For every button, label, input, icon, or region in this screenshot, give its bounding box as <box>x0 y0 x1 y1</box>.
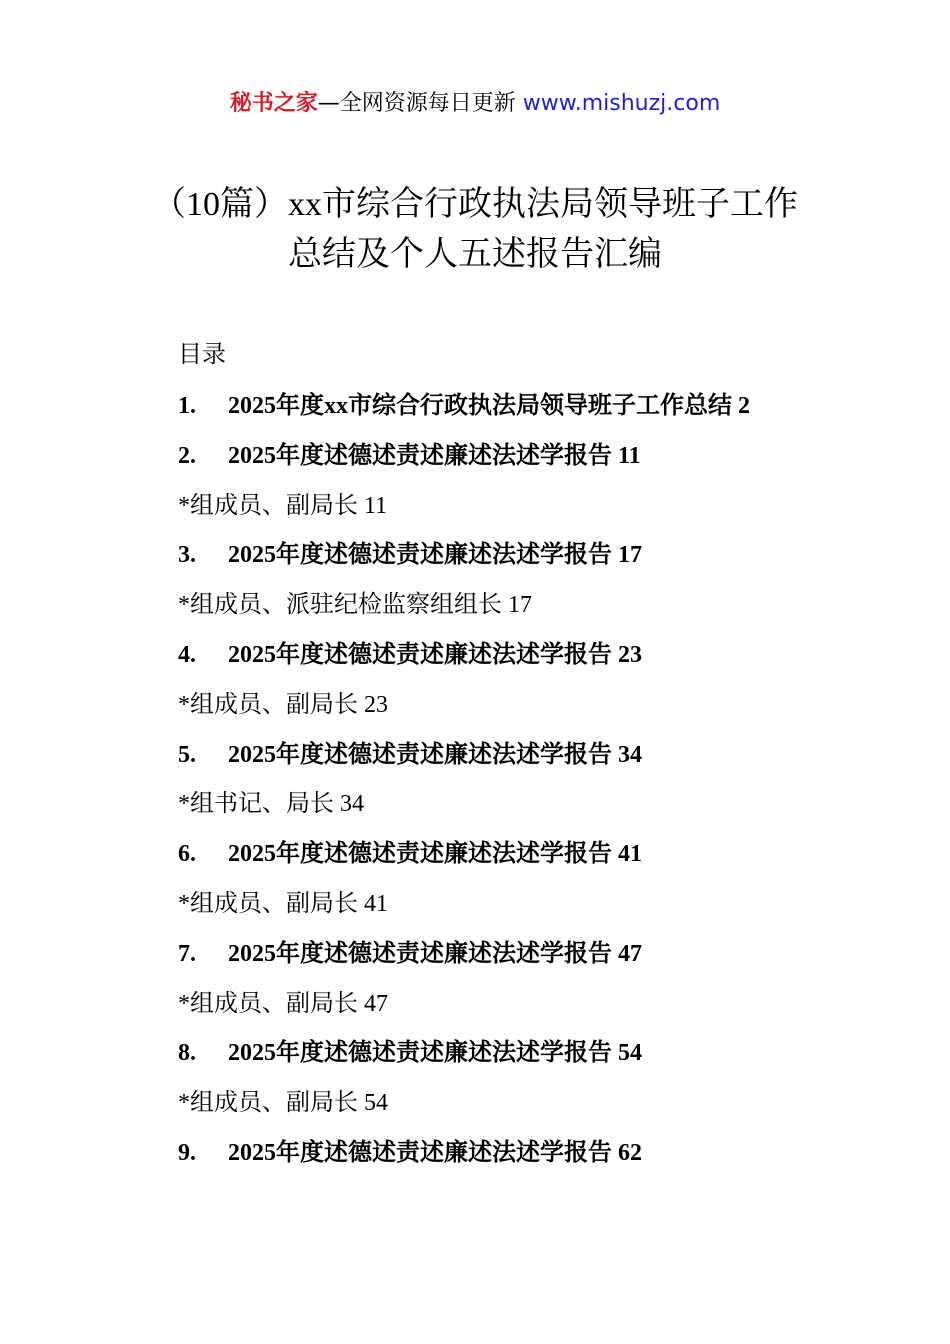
toc-subentry-text: *组成员、副局长 47 <box>178 990 388 1017</box>
document-title-line-1: （10篇）xx市综合行政执法局领导班子工作 <box>152 186 798 223</box>
toc-subentry[interactable] <box>178 1083 878 1133</box>
toc-entry-text: 2025年度述德述责述廉述法述学报告 54 <box>228 1040 642 1067</box>
document-title-line-2: 总结及个人五述报告汇编 <box>288 236 662 273</box>
toc-heading: 目录 <box>178 340 226 368</box>
toc-subentry[interactable] <box>178 685 878 735</box>
site-brand[interactable]: 秘书之家 <box>229 91 318 116</box>
toc-subentry[interactable] <box>178 486 878 536</box>
toc-entry[interactable] <box>178 834 878 884</box>
toc-entry-text: 2025年度述德述责述廉述法述学报告 17 <box>228 542 642 569</box>
toc-entry-number: 5. <box>178 741 196 768</box>
toc-entry-number: 3. <box>178 542 196 569</box>
toc-entry-number: 6. <box>178 841 196 868</box>
toc-entry[interactable] <box>178 1133 878 1183</box>
toc-entry-text: 2025年度述德述责述廉述法述学报告 47 <box>228 940 642 967</box>
toc-entry[interactable] <box>178 386 878 436</box>
toc-entry-text: 2025年度述德述责述廉述法述学报告 41 <box>228 841 642 868</box>
toc-entry[interactable] <box>178 1033 878 1083</box>
toc-entry[interactable] <box>178 735 878 785</box>
toc-subentry[interactable] <box>178 784 878 834</box>
toc-entry-text: 2025年度xx市综合行政执法局领导班子工作总结 2 <box>228 393 750 419</box>
toc-entry-text: 2025年度述德述责述廉述法述学报告 62 <box>228 1139 642 1166</box>
toc-entry[interactable] <box>178 535 878 585</box>
toc-subentry-text: *组成员、副局长 23 <box>178 691 388 718</box>
toc-subentry-text: *组书记、局长 34 <box>178 791 364 818</box>
toc-entry-number: 7. <box>178 940 196 967</box>
site-header <box>0 88 950 120</box>
toc-subentry-text: *组成员、派驻纪检监察组组长 17 <box>178 592 532 619</box>
toc-entry-number: 9. <box>178 1139 196 1166</box>
toc-subentry[interactable] <box>178 585 878 635</box>
toc-subentry-text: *组成员、副局长 54 <box>178 1090 388 1117</box>
toc-subentry[interactable] <box>178 984 878 1034</box>
document-title <box>60 180 890 280</box>
toc-entry-text: 2025年度述德述责述廉述法述学报告 34 <box>228 741 642 768</box>
site-url-link[interactable]: www.mishuzj.com <box>522 91 721 116</box>
toc-entry[interactable] <box>178 635 878 685</box>
site-tagline: —全网资源每日更新 <box>317 91 523 116</box>
toc-entry-number: 4. <box>178 641 196 668</box>
toc-subentry-text: *组成员、副局长 41 <box>178 890 388 917</box>
toc-entry-number: 1. <box>178 393 196 419</box>
toc-entry[interactable] <box>178 934 878 984</box>
toc-subentry[interactable] <box>178 884 878 934</box>
toc-entry-text: 2025年度述德述责述廉述法述学报告 11 <box>228 442 641 469</box>
toc-entry-text: 2025年度述德述责述廉述法述学报告 23 <box>228 641 642 668</box>
toc-entry[interactable] <box>178 436 878 486</box>
toc-subentry-text: *组成员、副局长 11 <box>178 492 388 519</box>
toc-entry-number: 8. <box>178 1040 196 1067</box>
toc-entry-number: 2. <box>178 442 196 469</box>
table-of-contents <box>178 386 878 1183</box>
